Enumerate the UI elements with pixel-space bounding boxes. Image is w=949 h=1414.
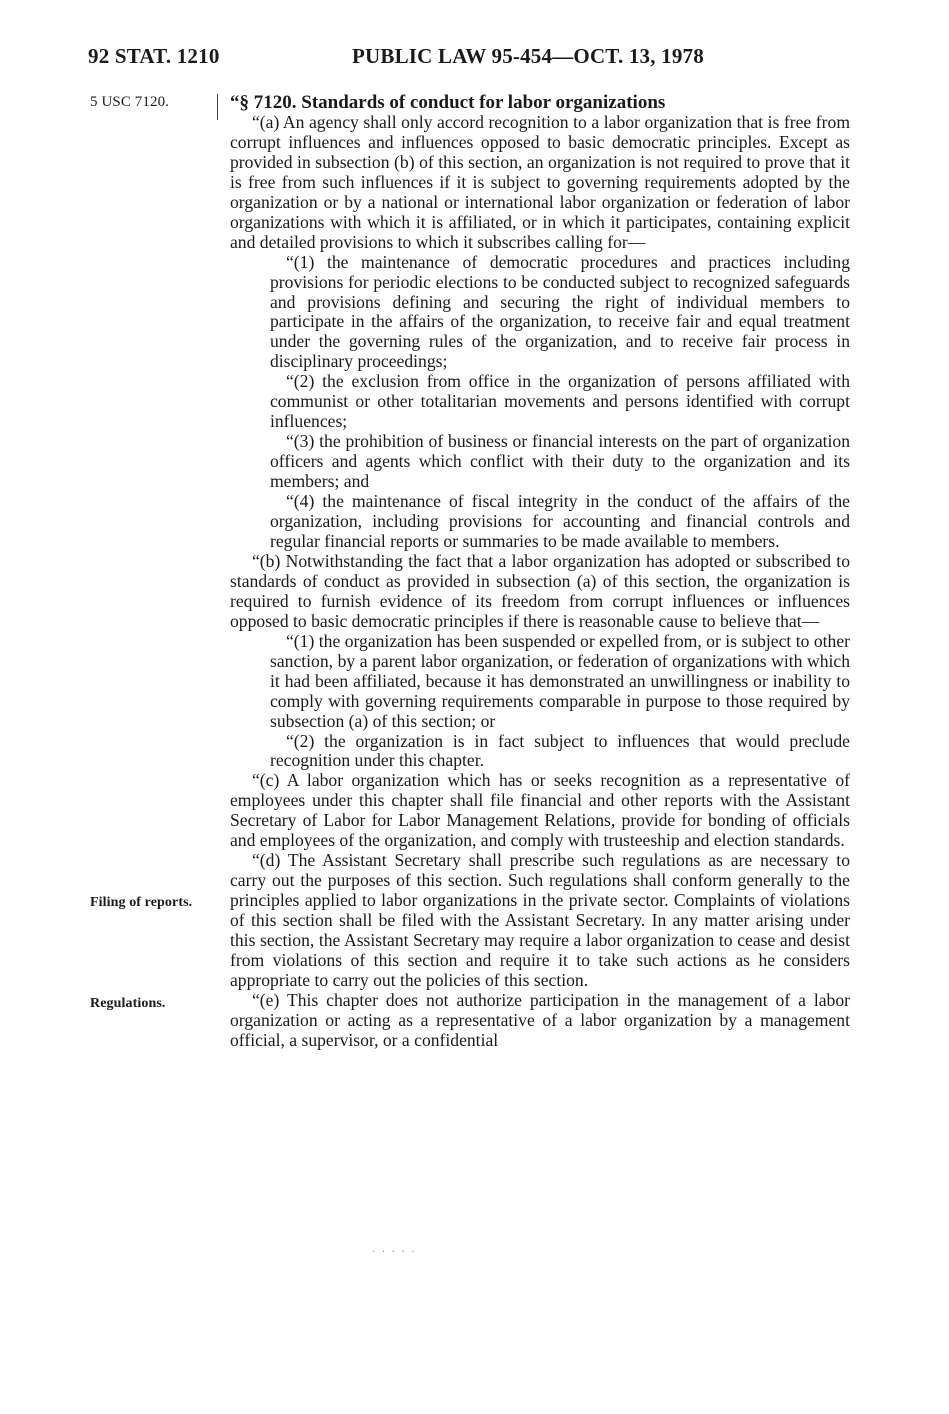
page-reference: 92 STAT. 1210 <box>88 44 220 68</box>
subsection-b-item-2: “(2) the organization is in fact subject to influences that would preclude recognition under this chapter. <box>270 730 850 771</box>
subsection-a-item-4: “(4) the maintenance of fiscal integrity in the conduct of the affairs of the organization, including provisions for accounting and financial controls and regular financial reports or summaries to be made available to members. <box>270 491 850 551</box>
subsection-b-item-1: “(1) the organization has been suspended or expelled from, or is subject to other sanction, by a parent labor organization, or federation of organizations with which it had been affiliated, because it has demonstrated an unwillingness or inability to comply with governing requirements comparable in purpose to those required by subsection (a) of this section; or <box>270 630 850 731</box>
running-header: PUBLIC LAW 95-454—OCT. 13, 1978 <box>352 44 704 68</box>
margin-citation: 5 USC 7120. <box>90 94 170 110</box>
subsection-a-item-1: “(1) the maintenance of democratic procedures and practices including provisions for periodic elections to be conducted subject to recognized safeguards and provisions defining and securing the right of individual members to participate in the affairs of the organization, to receive fair and equal treatment under the governing rules of the organization, and to receive fair process in disciplinary proceedings; <box>270 251 850 372</box>
subsection-e: “(e) This chapter does not authorize participation in the management of a labor organization or acting as a representative of a labor organization by a management official, a supervisor, or a confidential <box>230 989 850 1050</box>
subsection-a-item-3: “(3) the prohibition of business or financial interests on the part of organization officers and agents which conflict with their duty to the organization and its members; and <box>270 431 850 492</box>
subsection-d: “(d) The Assistant Secretary shall prescribe such regulations as are necessary to carry out the purposes of this section. Such regulations shall conform generally to the principles applied to labor organizations in the private sector. Complaints of violations of this section shall be filed with the Assistant Secretary. In any matter arising under this section, the Assistant Secretary may require a labor organization to cease and desist from violations of this section and require it to take such actions as he considers appropriate to carry out the policies of this section. <box>230 850 850 990</box>
margin-note-filing: Filing of reports. <box>90 895 193 910</box>
margin-note-regulations: Regulations. <box>90 996 166 1011</box>
statute-text <box>230 93 850 1051</box>
subsection-a-item-2: “(2) the exclusion from office in the organization of persons affiliated with communist or other totalitarian movements and persons identified with corrupt influences; <box>270 371 850 432</box>
section-heading: “§ 7120. Standards of conduct for labor organizations <box>230 92 666 113</box>
subsection-a: “(a) An agency shall only accord recognition to a labor organization that is free from corrupt influences and influences opposed to basic democratic principles. Except as provided in subsection (b) of this section, an organization is not required to prove that it is free from such influences if it is subject to governing requirements adopted by the organization or by a national or international labor organization or federation of labor organizations with which it is affiliated, or in which it participates, containing explicit and detailed provisions to which it subscribes calling for— <box>230 111 850 252</box>
margin-rule <box>217 94 218 120</box>
subsection-b: “(b) Notwithstanding the fact that a labor organization has adopted or subscribed to standards of conduct as provided in subsection (a) of this section, the organization is required to furnish evidence of its freedom from corrupt influences or influences opposed to basic democratic principles if there is reasonable cause to believe that— <box>230 550 850 631</box>
subsection-c: “(c) A labor organization which has or seeks recognition as a representative of employees under this chapter shall file financial and other reports with the Assistant Secretary of Labor for Labor Management Relations, provide for bonding of officials and employees of the organization, and comply with trusteeship and election standards. <box>230 770 850 851</box>
footer-mark: · · · · · <box>372 1247 417 1258</box>
